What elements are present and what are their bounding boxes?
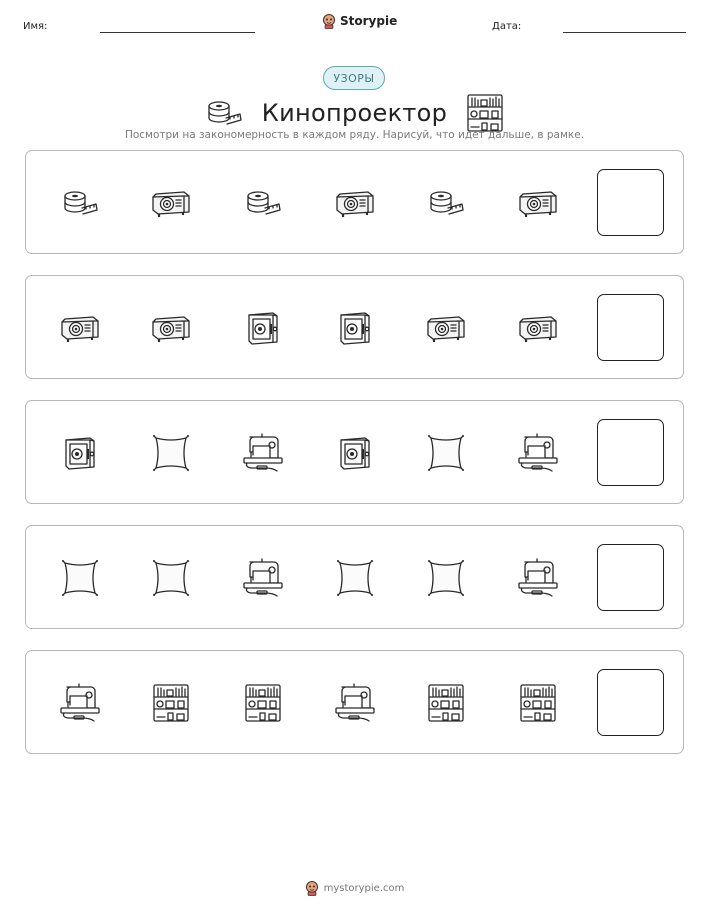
safe-icon <box>238 303 288 353</box>
pattern-row <box>25 150 684 254</box>
shelf-icon <box>238 678 288 728</box>
name-label: Имя: <box>23 21 48 32</box>
footer <box>0 880 709 896</box>
film-reel-icon <box>421 178 471 228</box>
title-row <box>0 92 709 134</box>
safe-icon <box>330 428 380 478</box>
sewing-machine-icon <box>238 553 288 603</box>
sewing-machine-icon <box>513 428 563 478</box>
pillow-icon <box>421 553 471 603</box>
category-tag: УЗОРЫ <box>323 66 385 90</box>
pillow-icon <box>55 553 105 603</box>
answer-box[interactable] <box>597 669 664 736</box>
projector-icon <box>330 178 380 228</box>
projector-icon <box>146 178 196 228</box>
date-label: Дата: <box>492 21 522 32</box>
mascot-icon <box>322 13 336 29</box>
projector-icon <box>513 303 563 353</box>
shelf-icon <box>513 678 563 728</box>
safe-icon <box>55 428 105 478</box>
pillow-icon <box>146 428 196 478</box>
instructions: Посмотри на закономерность в каждом ряду. Нарисуй, что идет дальше, в рамке. <box>124 129 585 141</box>
name-line[interactable] <box>100 32 255 33</box>
film-reel-icon <box>55 178 105 228</box>
answer-box[interactable] <box>597 169 664 236</box>
mascot-icon <box>305 880 319 896</box>
projector-icon <box>55 303 105 353</box>
answer-box[interactable] <box>597 544 664 611</box>
safe-icon <box>330 303 380 353</box>
shelf-icon <box>465 92 505 134</box>
film-reel-icon <box>238 178 288 228</box>
pattern-row <box>25 650 684 754</box>
projector-icon <box>513 178 563 228</box>
pillow-icon <box>421 428 471 478</box>
projector-icon <box>146 303 196 353</box>
pattern-row <box>25 525 684 629</box>
answer-box[interactable] <box>597 419 664 486</box>
pattern-row <box>25 275 684 379</box>
shelf-icon <box>146 678 196 728</box>
footer-url[interactable]: mystorypie.com <box>323 882 405 894</box>
brand-logo <box>322 13 397 29</box>
date-line[interactable] <box>563 32 686 33</box>
pillow-icon <box>146 553 196 603</box>
sewing-machine-icon <box>238 428 288 478</box>
sewing-machine-icon <box>55 678 105 728</box>
page-title: Кинопроектор <box>261 99 448 127</box>
pattern-row <box>25 400 684 504</box>
sewing-machine-icon <box>330 678 380 728</box>
answer-box[interactable] <box>597 294 664 361</box>
projector-icon <box>421 303 471 353</box>
sewing-machine-icon <box>513 553 563 603</box>
film-reel-icon <box>204 93 244 133</box>
shelf-icon <box>421 678 471 728</box>
brand-name: Storypie <box>340 14 398 28</box>
pillow-icon <box>330 553 380 603</box>
